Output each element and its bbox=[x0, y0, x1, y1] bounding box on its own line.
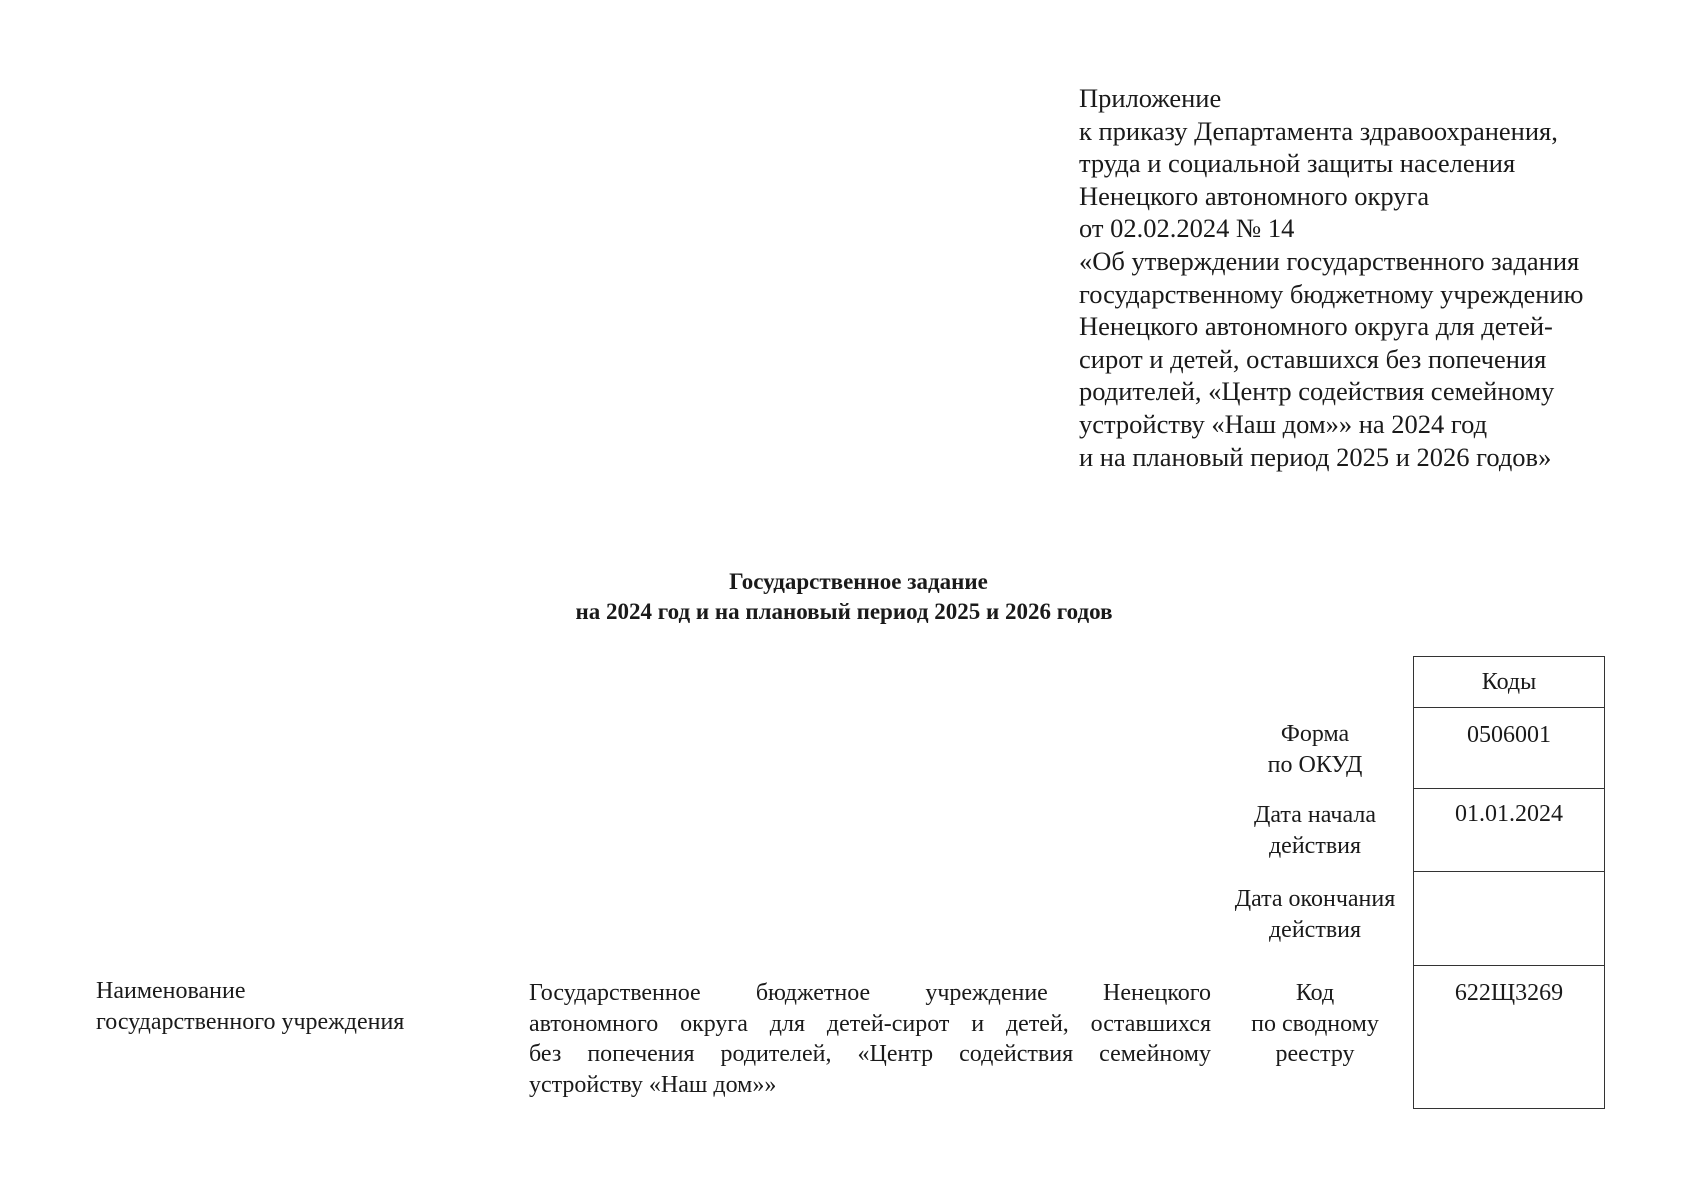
institution-name-line: Государственное бюджетное учреждение Ненецкого bbox=[529, 980, 1211, 1006]
end-label-line: Дата окончания bbox=[1234, 886, 1396, 912]
registry-code-label bbox=[1215, 978, 1415, 1070]
end-date-value bbox=[1414, 872, 1605, 966]
institution-name-line: устройству «Наш дом»» bbox=[529, 1071, 777, 1098]
form-label-line: Форма bbox=[1280, 721, 1350, 747]
start-date-value: 01.01.2024 bbox=[1414, 789, 1605, 872]
registry-code-value: 622Щ3269 bbox=[1414, 966, 1605, 1109]
institution-name-line: автономного округа для детей-сирот и детей, оставшихся bbox=[529, 1010, 1211, 1037]
institution-name bbox=[529, 978, 1211, 1100]
codes-row-form bbox=[1414, 708, 1605, 789]
appendix-line: Ненецкого автономного округа bbox=[1079, 180, 1430, 211]
institution-name-line: без попечения родителей, «Центр содействия семейному bbox=[529, 1041, 1211, 1067]
codes-row-registry bbox=[1414, 966, 1605, 1109]
institution-label-line: Наименование bbox=[96, 978, 246, 1004]
appendix-header bbox=[1079, 82, 1659, 473]
appendix-line: к приказу Департамента здравоохранения, bbox=[1079, 115, 1558, 146]
codes-table bbox=[1413, 656, 1605, 1109]
form-code-value: 0506001 bbox=[1414, 708, 1605, 789]
appendix-line: государственному бюджетному учреждению bbox=[1079, 278, 1584, 309]
form-okud-label bbox=[1215, 719, 1415, 780]
appendix-line: Приложение bbox=[1079, 83, 1222, 113]
end-date-label bbox=[1215, 884, 1415, 945]
appendix-line: Ненецкого автономного округа для детей- bbox=[1079, 311, 1553, 342]
codes-header-row bbox=[1414, 657, 1605, 708]
end-label-line: действия bbox=[1268, 916, 1362, 943]
codes-row-start-date bbox=[1414, 789, 1605, 872]
form-label-line: по ОКУД bbox=[1267, 751, 1363, 778]
start-label-line: действия bbox=[1268, 832, 1362, 859]
registry-label-line: реестру bbox=[1275, 1041, 1355, 1067]
start-label-line: Дата начала bbox=[1254, 802, 1376, 828]
document-title bbox=[0, 567, 1695, 627]
codes-row-end-date bbox=[1414, 872, 1605, 966]
start-date-label bbox=[1215, 800, 1415, 861]
appendix-line: и на плановый период 2025 и 2026 годов» bbox=[1079, 441, 1552, 472]
appendix-line: родителей, «Центр содействия семейному bbox=[1079, 376, 1555, 407]
appendix-line: сирот и детей, оставшихся без попечения bbox=[1079, 343, 1547, 374]
codes-header: Коды bbox=[1414, 657, 1605, 708]
appendix-line: «Об утверждении государственного задания bbox=[1079, 245, 1580, 276]
appendix-line: от 02.02.2024 № 14 bbox=[1079, 213, 1295, 244]
title-line-2: на 2024 год и на плановый период 2025 и 2026 годов bbox=[575, 599, 1113, 624]
appendix-line: устройству «Наш дом»» на 2024 год bbox=[1079, 408, 1488, 439]
institution-label-line: государственного учреждения bbox=[96, 1008, 405, 1035]
registry-label-line: по сводному bbox=[1251, 1010, 1379, 1037]
registry-label-line: Код bbox=[1295, 980, 1335, 1006]
institution-label bbox=[96, 976, 404, 1037]
title-line-1: Государственное задание bbox=[729, 569, 988, 594]
appendix-line: труда и социальной защиты населения bbox=[1079, 148, 1516, 179]
